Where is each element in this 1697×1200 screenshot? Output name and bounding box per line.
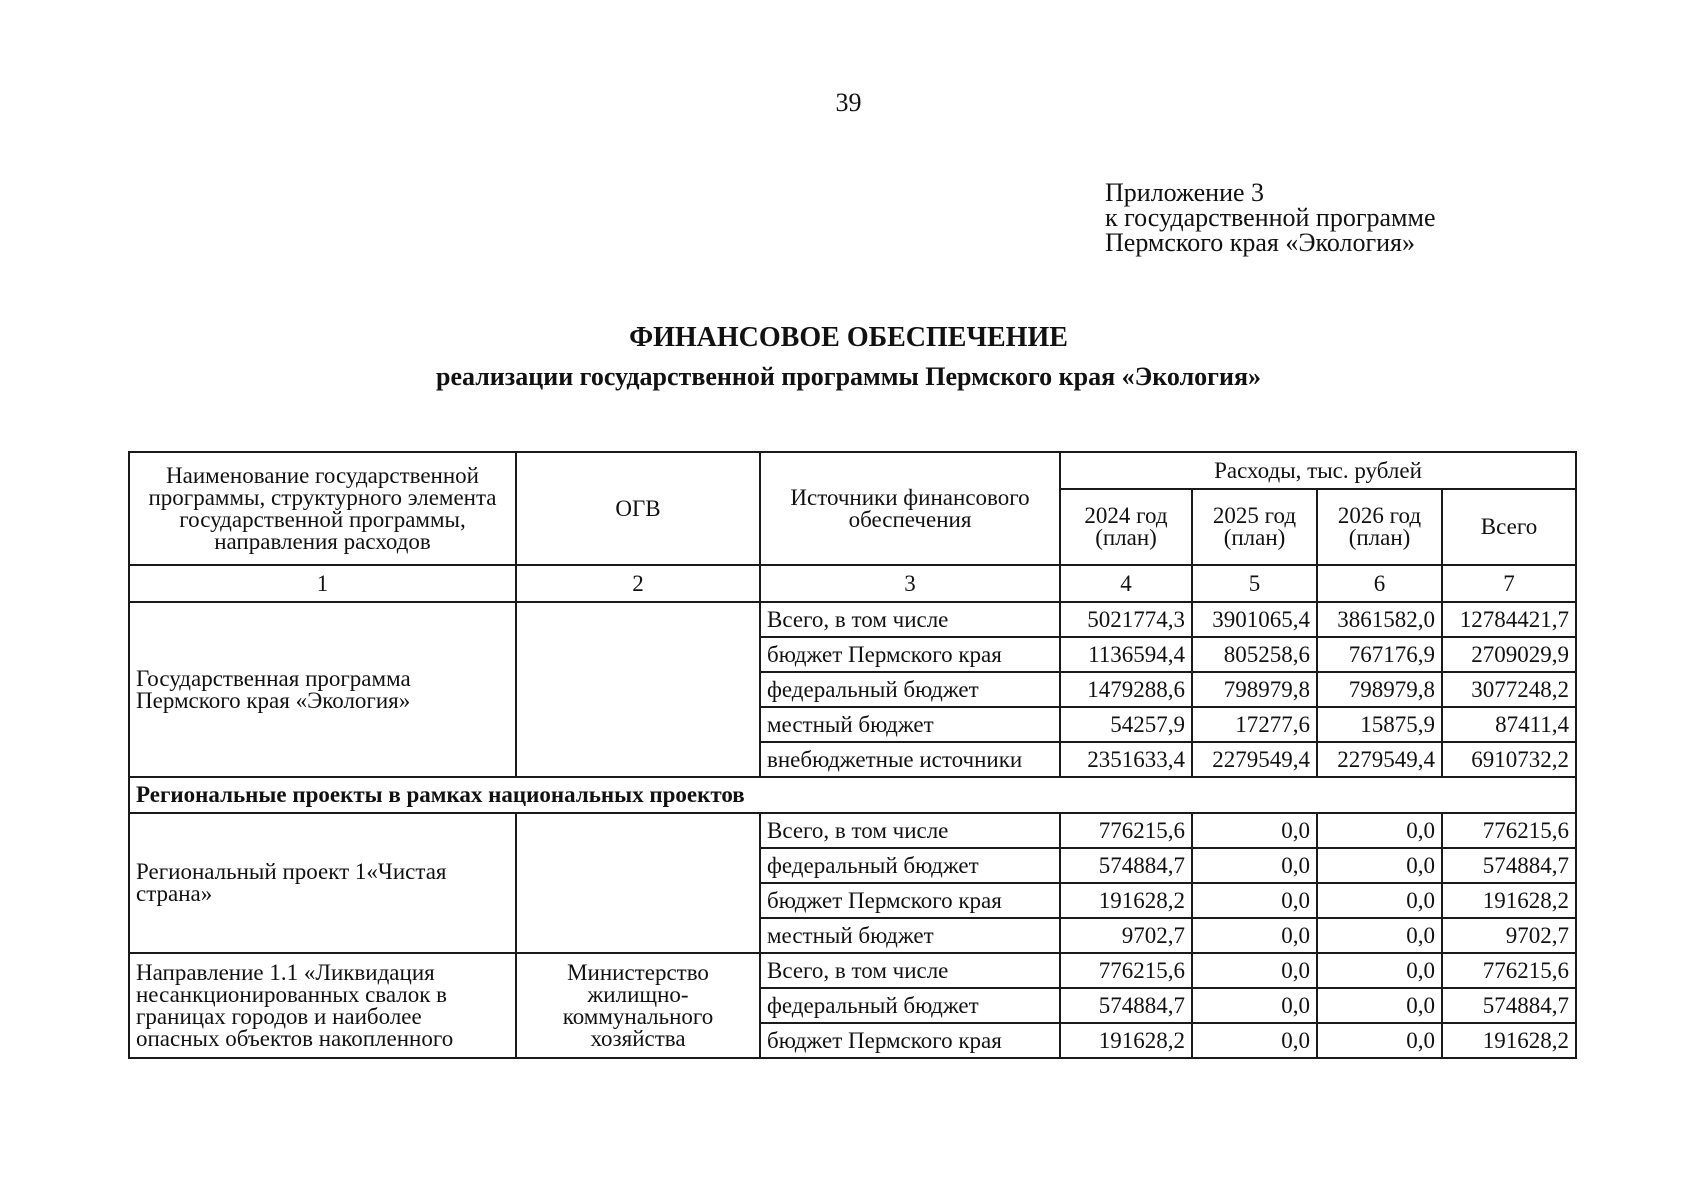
value-2024: 2351633,4	[1060, 742, 1192, 777]
value-2026: 0,0	[1317, 988, 1442, 1023]
table-row	[129, 953, 1576, 988]
value-2025: 0,0	[1192, 918, 1317, 953]
header-name: Наименование государственной программы, структурного элемента государственной программы, направления расходов	[129, 452, 516, 565]
source-cell: местный бюджет	[760, 707, 1060, 742]
value-2024: 574884,7	[1060, 848, 1192, 883]
appendix-line-2: к государственной программе	[1105, 203, 1436, 232]
header-year-2025: 2025 год (план)	[1192, 489, 1317, 565]
value-2026: 0,0	[1317, 848, 1442, 883]
appendix-line-1: Приложение 3	[1105, 178, 1265, 207]
project-name: Региональный проект 1«Чистая страна»	[129, 813, 516, 953]
source-cell: Всего, в том числе	[760, 602, 1060, 637]
value-2026: 798979,8	[1317, 672, 1442, 707]
value-total: 3077248,2	[1442, 672, 1576, 707]
col-number: 4	[1060, 565, 1192, 602]
value-2026: 0,0	[1317, 813, 1442, 848]
value-total: 6910732,2	[1442, 742, 1576, 777]
direction-ogv: Министерство жилищно-коммунального хозяйства	[516, 953, 760, 1058]
header-ogv: ОГВ	[516, 452, 760, 565]
col-number: 3	[760, 565, 1060, 602]
value-2024: 1479288,6	[1060, 672, 1192, 707]
value-2025: 0,0	[1192, 883, 1317, 918]
value-total: 191628,2	[1442, 1023, 1576, 1058]
value-total: 2709029,9	[1442, 637, 1576, 672]
table-row	[129, 602, 1576, 637]
value-2024: 9702,7	[1060, 918, 1192, 953]
table-row	[129, 813, 1576, 848]
value-2026: 0,0	[1317, 883, 1442, 918]
page-number: 39	[835, 88, 862, 117]
value-2024: 5021774,3	[1060, 602, 1192, 637]
col-number: 1	[129, 565, 516, 602]
value-2025: 0,0	[1192, 1023, 1317, 1058]
source-cell: федеральный бюджет	[760, 672, 1060, 707]
value-2024: 574884,7	[1060, 988, 1192, 1023]
document-title: ФИНАНСОВОЕ ОБЕСПЕЧЕНИЕ	[629, 322, 1068, 353]
value-2025: 0,0	[1192, 988, 1317, 1023]
value-2025: 0,0	[1192, 848, 1317, 883]
source-cell: местный бюджет	[760, 918, 1060, 953]
header-sources: Источники финансового обеспечения	[760, 452, 1060, 565]
header-row	[129, 452, 1576, 489]
value-2026: 0,0	[1317, 918, 1442, 953]
source-cell: федеральный бюджет	[760, 988, 1060, 1023]
value-2025: 798979,8	[1192, 672, 1317, 707]
direction-name: Направление 1.1 «Ликвидация несанкционированных свалок в границах городов и наиболее опасных объектов накопленного	[129, 953, 516, 1058]
project-ogv	[516, 813, 760, 953]
header-expenses: Расходы, тыс. рублей	[1060, 452, 1576, 489]
value-2025: 805258,6	[1192, 637, 1317, 672]
source-cell: бюджет Пермского края	[760, 1023, 1060, 1058]
financing-table	[128, 451, 1577, 1059]
value-total: 12784421,7	[1442, 602, 1576, 637]
value-2025: 0,0	[1192, 953, 1317, 988]
value-total: 87411,4	[1442, 707, 1576, 742]
header-year-2024: 2024 год (план)	[1060, 489, 1192, 565]
value-total: 574884,7	[1442, 848, 1576, 883]
header-total: Всего	[1442, 489, 1576, 565]
value-total: 9702,7	[1442, 918, 1576, 953]
program-name: Государственная программа Пермского края «Экология»	[129, 602, 516, 777]
value-2024: 191628,2	[1060, 883, 1192, 918]
value-total: 776215,6	[1442, 953, 1576, 988]
value-2025: 2279549,4	[1192, 742, 1317, 777]
value-total: 776215,6	[1442, 813, 1576, 848]
value-2024: 776215,6	[1060, 953, 1192, 988]
col-number: 5	[1192, 565, 1317, 602]
value-2024: 54257,9	[1060, 707, 1192, 742]
source-cell: Всего, в том числе	[760, 953, 1060, 988]
header-year-2026: 2026 год (план)	[1317, 489, 1442, 565]
col-number: 6	[1317, 565, 1442, 602]
value-2024: 1136594,4	[1060, 637, 1192, 672]
value-2025: 17277,6	[1192, 707, 1317, 742]
value-2025: 3901065,4	[1192, 602, 1317, 637]
value-total: 191628,2	[1442, 883, 1576, 918]
col-number: 2	[516, 565, 760, 602]
source-cell: бюджет Пермского края	[760, 637, 1060, 672]
value-total: 574884,7	[1442, 988, 1576, 1023]
value-2026: 3861582,0	[1317, 602, 1442, 637]
value-2025: 0,0	[1192, 813, 1317, 848]
column-number-row	[129, 565, 1576, 602]
value-2026: 767176,9	[1317, 637, 1442, 672]
document-subtitle: реализации государственной программы Пермского края «Экология»	[435, 362, 1262, 391]
source-cell: Всего, в том числе	[760, 813, 1060, 848]
source-cell: бюджет Пермского края	[760, 883, 1060, 918]
col-number: 7	[1442, 565, 1576, 602]
value-2026: 0,0	[1317, 953, 1442, 988]
section-row	[129, 777, 1576, 813]
section-title: Региональные проекты в рамках национальных проектов	[129, 777, 1576, 813]
value-2026: 0,0	[1317, 1023, 1442, 1058]
source-cell: внебюджетные источники	[760, 742, 1060, 777]
source-cell: федеральный бюджет	[760, 848, 1060, 883]
value-2024: 776215,6	[1060, 813, 1192, 848]
value-2024: 191628,2	[1060, 1023, 1192, 1058]
value-2026: 2279549,4	[1317, 742, 1442, 777]
program-ogv	[516, 602, 760, 777]
appendix-line-3: Пермского края «Экология»	[1105, 228, 1416, 257]
appendix-note	[1105, 180, 1436, 255]
value-2026: 15875,9	[1317, 707, 1442, 742]
